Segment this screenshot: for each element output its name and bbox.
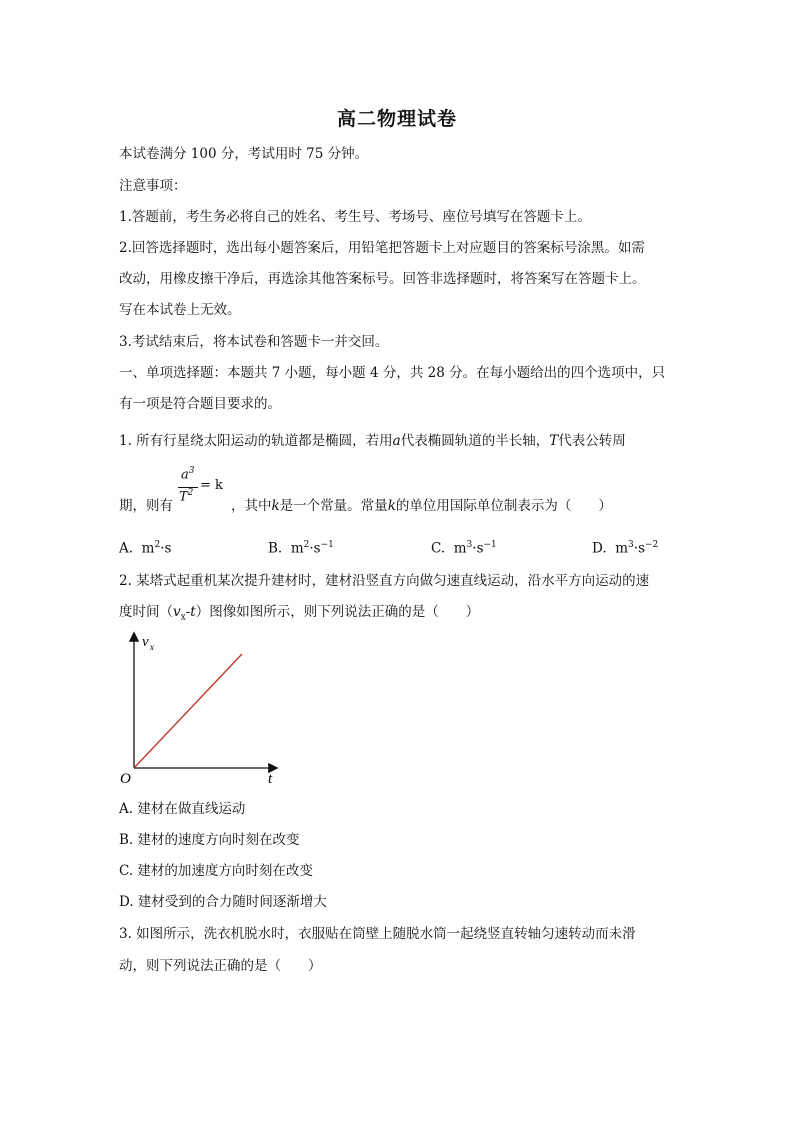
q1-text-g: 的单位用国际单位制表示为（ ） (395, 498, 612, 514)
page-title: 高二物理试卷 (336, 108, 457, 130)
q2-var-v: v (173, 604, 181, 620)
notice-heading: 注意事项： (119, 178, 187, 194)
q1-line-1 (119, 431, 626, 451)
x-axis-label: t (268, 771, 273, 787)
option-dot: · (160, 540, 165, 557)
option-unit2: s (476, 540, 484, 557)
origin-label: O (120, 771, 131, 787)
option-unit2: s (638, 540, 646, 557)
q3-line-1: 3. 如图所示，洗衣机脱水时，衣服贴在筒壁上随脱水筒一起绕竖直转轴匀速转动而未滑 (119, 926, 636, 942)
formula-denominator: T (179, 489, 188, 505)
formula-numerator-exp: 3 (188, 466, 195, 476)
option-label: D. (592, 540, 607, 557)
q1-var-T: T (549, 433, 559, 449)
formula-rhs: = k (200, 478, 223, 493)
option-label: A. (119, 540, 134, 557)
formula-denominator-exp: 2 (187, 488, 194, 498)
option-dot: · (472, 540, 477, 557)
option-exp: 3 (466, 540, 473, 550)
option-unit: m (453, 540, 467, 557)
note-line-3: 改动，用橡皮擦干净后，再选涂其他答案标号。回答非选择题时，将答案写在答题卡上。 (119, 271, 646, 287)
note-line-1: 1.答题前，考生务必将自己的姓名、考生号、考场号、座位号填写在答题卡上。 (119, 209, 591, 225)
q1-option-b (268, 535, 334, 559)
q1-text-c: 代表公转周 (558, 433, 626, 449)
note-line-4: 写在本试卷上无效。 (119, 302, 241, 318)
y-axis-label: v (142, 634, 149, 650)
note-line-5: 3.考试结束后，将本试卷和答题卡一并交回。 (119, 334, 389, 350)
option-unit: m (615, 540, 629, 557)
velocity-time-graph (112, 628, 292, 788)
note-line-2: 2.回答选择题时，选出每小题答案后，用铅笔把答题卡上对应题目的答案标号涂黑。如需 (119, 240, 645, 256)
q2-option-d: D. 建材受到的合力随时间逐渐增大 (119, 894, 327, 910)
q2-text-a: 度时间（ (119, 604, 173, 620)
q2-option-b: B. 建材的速度方向时刻在改变 (119, 832, 300, 848)
q1-text-e: ，其中 (231, 498, 272, 514)
option-unit2: s (164, 540, 172, 557)
intro-text: 本试卷满分 100 分，考试用时 75 分钟。 (119, 146, 369, 162)
q2-var-t: t (190, 604, 196, 620)
option-dot: · (633, 540, 639, 557)
option-unit2: s (313, 540, 321, 557)
q2-line-1: 2. 某塔式起重机某次提升建材时，建材沿竖直方向做匀速直线运动，沿水平方向运动的速 (119, 573, 650, 589)
q2-option-c: C. 建材的加速度方向时刻在改变 (119, 863, 313, 879)
option-label: C. (431, 540, 446, 557)
option-label: B. (268, 540, 283, 557)
section-heading-line-1: 一、单项选择题：本题共 7 小题，每小题 4 分，共 28 分。在每小题给出的四个选项中，只 (119, 365, 666, 381)
option-exp: 3 (628, 540, 634, 550)
option-dot: · (309, 540, 314, 557)
formula-numerator: a (181, 467, 189, 483)
option-exp2: −1 (320, 540, 334, 550)
q1-text-d: 期，则有 (119, 498, 173, 514)
q1-text-b: 代表椭圆轨道的半长轴， (400, 433, 550, 449)
q2-var-sub: x (180, 612, 186, 623)
option-unit: m (141, 540, 155, 557)
q1-text-f: 是一个常量。常量 (279, 498, 388, 514)
option-unit: m (290, 540, 304, 557)
q2-option-a: A. 建材在做直线运动 (119, 801, 246, 817)
kepler-formula (178, 466, 228, 510)
q1-var-a: a (392, 433, 401, 449)
q2-line-2 (119, 602, 479, 628)
q2-dash: - (185, 604, 191, 620)
q3-line-2: 动，则下列说法正确的是（ ） (119, 958, 322, 974)
q1-option-c (431, 535, 497, 559)
velocity-line (134, 654, 242, 768)
q2-text-c: ）图像如图所示，则下列说法正确的是（ ） (195, 604, 480, 620)
option-exp: 2 (154, 540, 161, 550)
y-axis-subscript: x (150, 642, 154, 652)
q1-option-a (119, 535, 171, 559)
option-exp: 2 (303, 540, 310, 550)
q1-var-k-2: k (387, 498, 396, 514)
q1-text-a: 1. 所有行星绕太阳运动的轨道都是椭圆，若用 (119, 433, 393, 449)
q1-option-d (592, 535, 658, 559)
option-exp2: −2 (645, 540, 659, 550)
q1-var-k: k (271, 498, 280, 514)
option-exp2: −1 (483, 540, 497, 550)
section-heading-line-2: 有一项是符合题目要求的。 (119, 396, 281, 412)
